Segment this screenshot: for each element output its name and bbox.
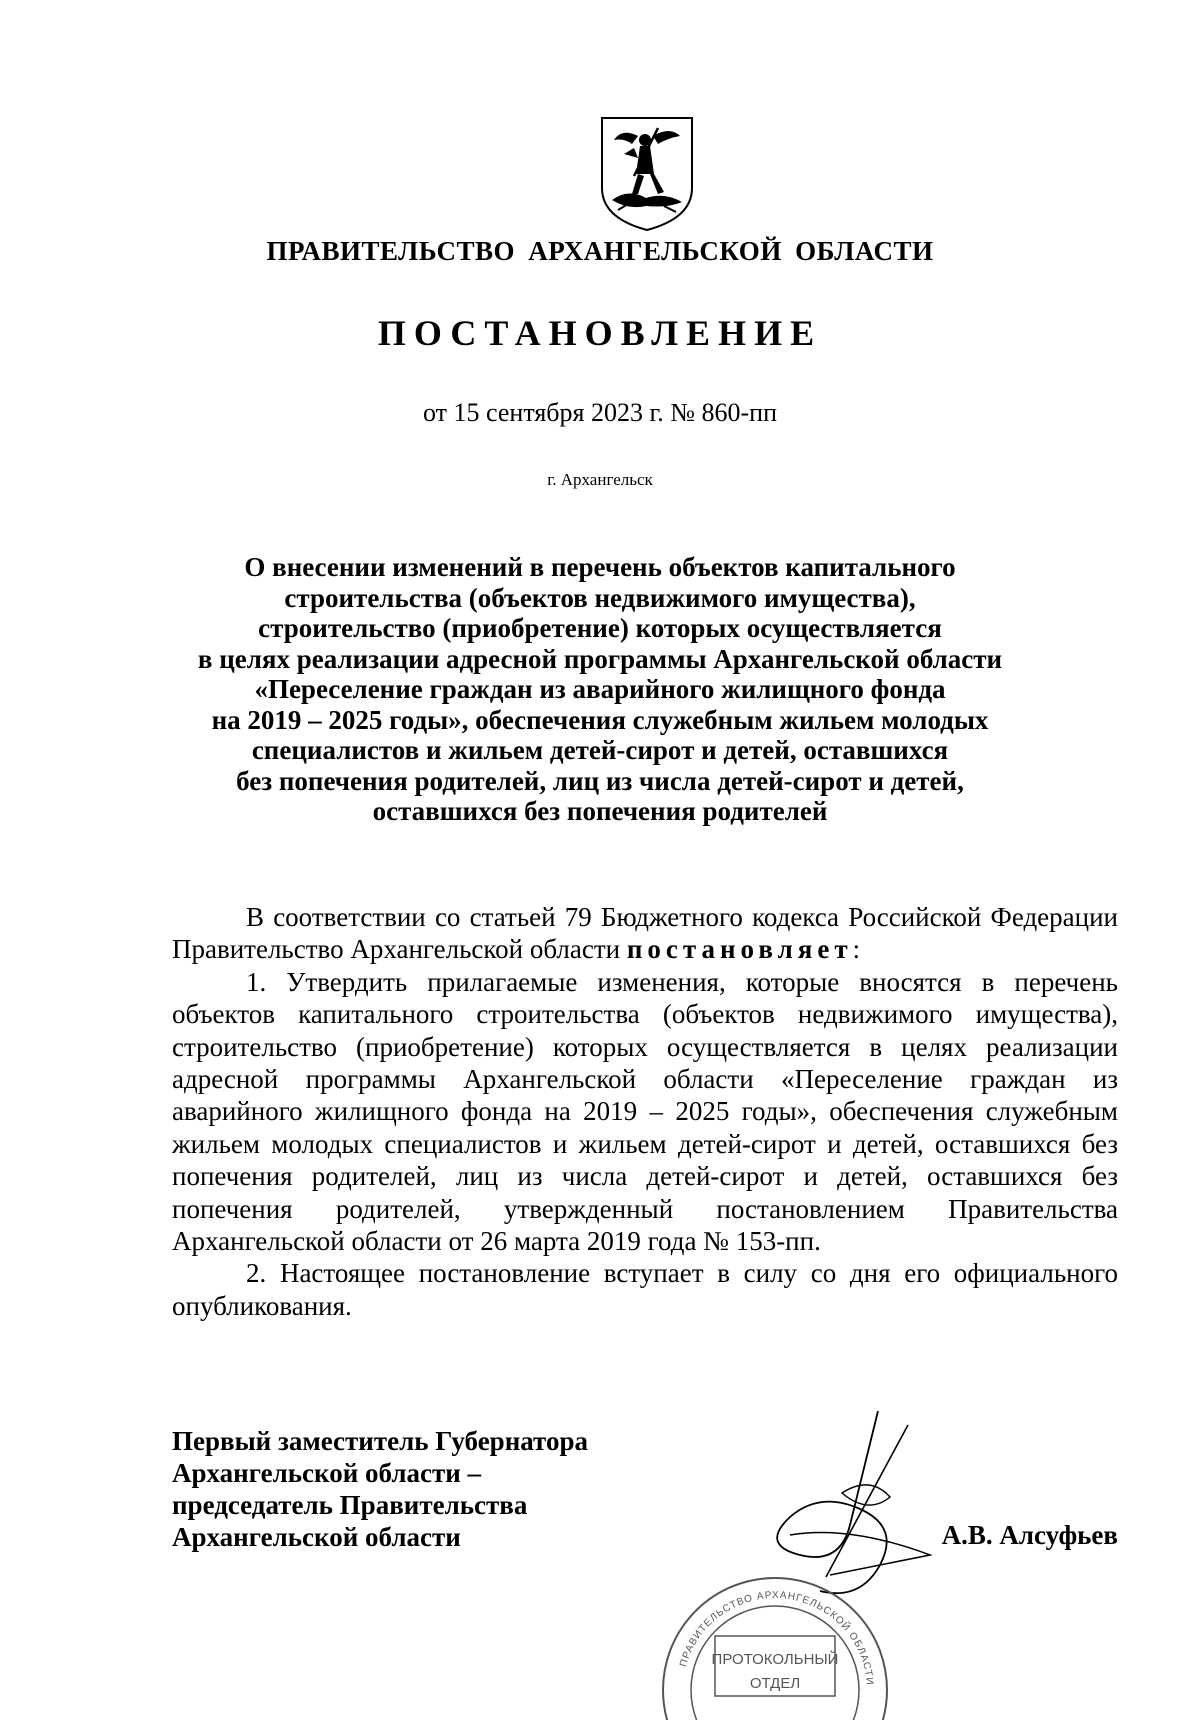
signer-position xyxy=(172,1425,732,1553)
heading-line: «Переселение граждан из аварийного жилищного фонда xyxy=(254,674,946,704)
intro-text: В соответствии со статьей 79 Бюджетного кодекса Российской Федерации Правительство Архангельской области xyxy=(172,902,1118,965)
heading-line: строительства (объектов недвижимого имущества), xyxy=(284,582,916,613)
document-type: ПОСТАНОВЛЕНИЕ xyxy=(377,313,823,353)
heading-line: на 2019 – 2025 годы», обеспечения служебным жильем молодых xyxy=(211,704,989,735)
heading-line: строительство (приобретение) которых осуществляется xyxy=(258,613,942,643)
signer-name: А.В. Алсуфьев xyxy=(941,1520,1118,1550)
item-2-paragraph: 2. Настоящее постановление вступает в силу со дня его официального опубликования. xyxy=(172,1258,1118,1321)
document-city: г. Архангельск xyxy=(547,470,653,489)
svg-text:ПРОТОКОЛЬНЫЙ: ПРОТОКОЛЬНЫЙ xyxy=(711,1651,839,1668)
heading-line: О внесении изменений в перечень объектов капитального xyxy=(244,552,956,582)
coat-of-arms-icon xyxy=(598,114,696,232)
decree-keyword: постановляет xyxy=(626,934,853,965)
signer-position-line: Архангельской области – xyxy=(172,1458,482,1488)
heading-line: специалистов и жильем детей-сирот и детей, оставшихся xyxy=(251,735,949,765)
signer-position-line: председатель Правительства xyxy=(172,1490,528,1520)
official-stamp xyxy=(655,1540,895,1720)
intro-colon: : xyxy=(852,934,861,965)
signer-position-line: Архангельской области xyxy=(172,1522,461,1552)
svg-text:ПРАВИТЕЛЬСТВО АРХАНГЕЛЬСКОЙ ОБ: ПРАВИТЕЛЬСТВО АРХАНГЕЛЬСКОЙ ОБЛАСТИ xyxy=(678,1589,875,1687)
intro-paragraph xyxy=(172,901,1118,966)
government-title: ПРАВИТЕЛЬСТВО АРХАНГЕЛЬСКОЙ ОБЛАСТИ xyxy=(266,236,934,266)
signer-position-line: Первый заместитель Губернатора xyxy=(172,1426,588,1456)
heading-line: оставшихся без попечения родителей xyxy=(372,796,828,826)
document-date-number: от 15 сентября 2023 г. № 860-пп xyxy=(422,398,778,427)
document-body xyxy=(172,901,1118,1322)
heading-line: в целях реализации адресной программы Архангельской области xyxy=(197,643,1003,674)
heading-line: без попечения родителей, лиц из числа детей-сирот и детей, xyxy=(236,765,964,796)
item-1-paragraph: 1. Утвердить прилагаемые изменения, которые вносятся в перечень объектов капитального строительства (объектов недвижимого имущества), строительство (приобретение) которых осуществляется в целях реализации адресной программы Архангельской области «Переселение граждан из аварийного жилищного фонда на 2019 – 2025 годы», обеспечения служебным жильем молодых специалистов и жильем детей-сирот и детей, оставшихся без попечения родителей, лиц из числа детей-сирот и детей, оставшихся без попечения родителей, утвержденный постановлением Правительства Архангельской области от 26 марта 2019 года № 153-пп. xyxy=(172,966,1118,1257)
document-heading xyxy=(180,552,1020,827)
svg-text:ОТДЕЛ: ОТДЕЛ xyxy=(749,1675,801,1692)
